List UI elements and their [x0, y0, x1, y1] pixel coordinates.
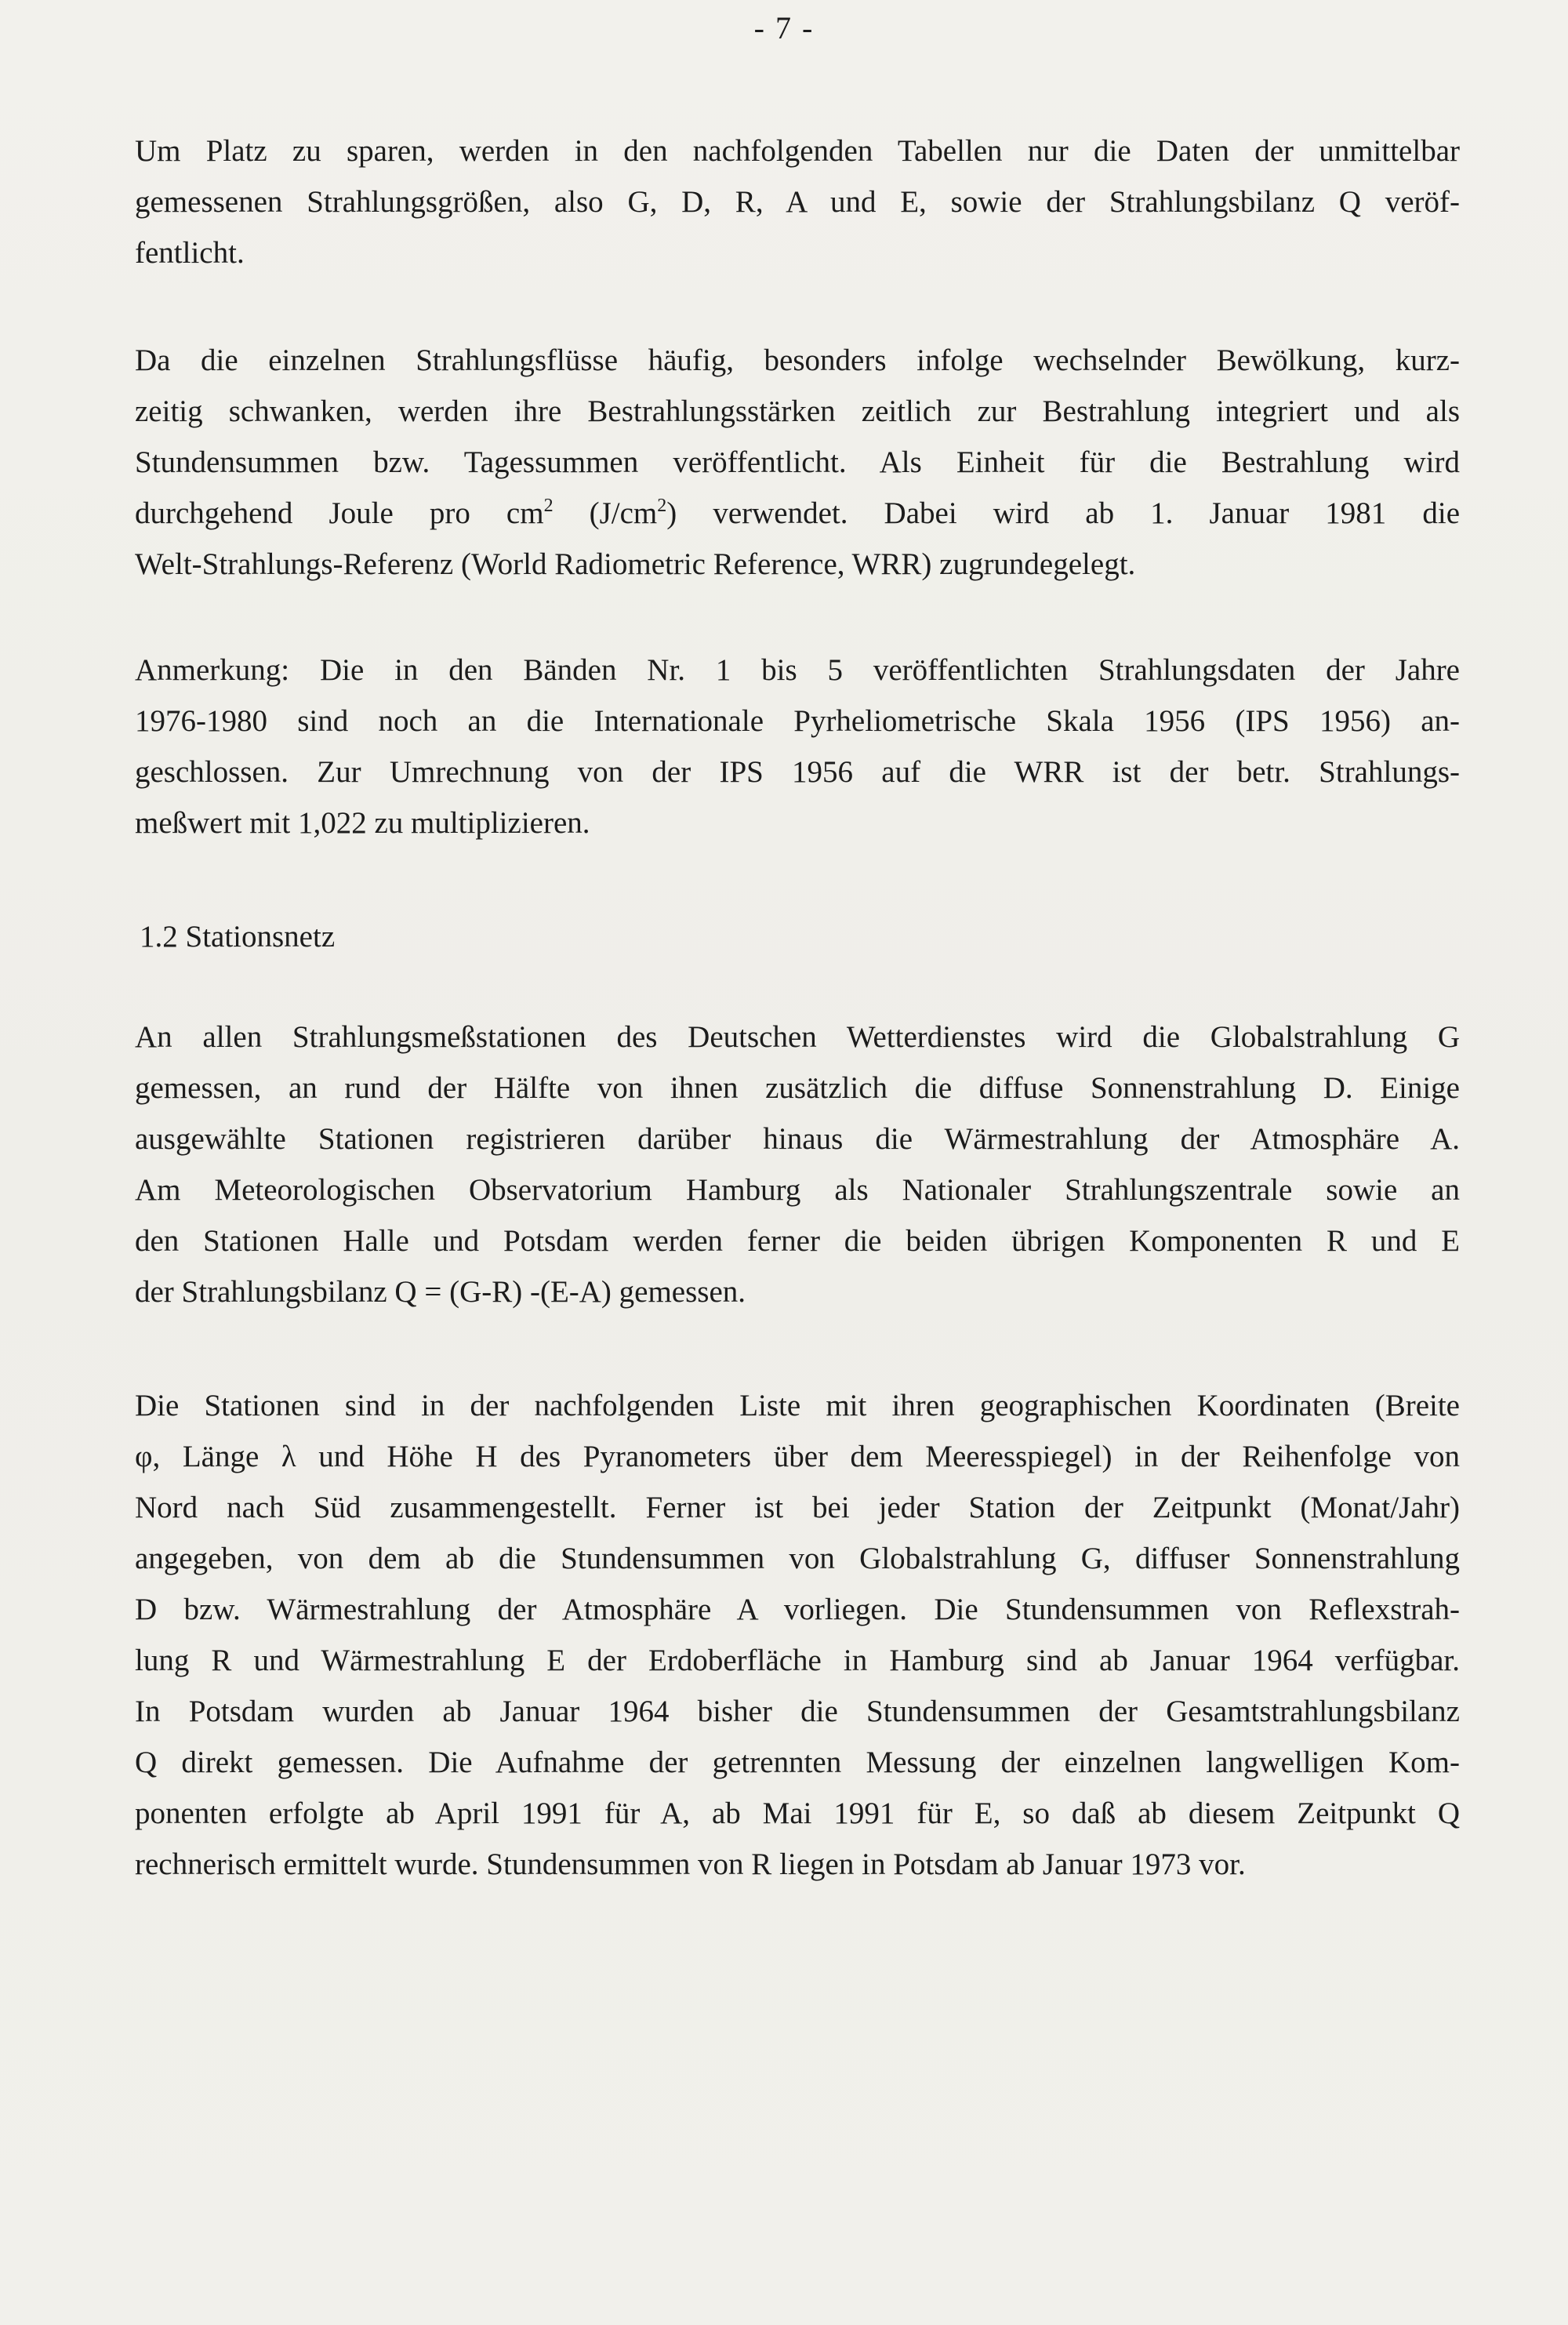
text-line: An allen Strahlungsmeßstationen des Deutschen Wetterdienstes wird die Globalstrahlung G: [135, 1020, 1460, 1054]
text-line: rechnerisch ermittelt wurde. Stundensummen von R liegen in Potsdam ab Januar 1973 vor.: [135, 1847, 1246, 1881]
section-heading: 1.2 Stationsnetz: [140, 920, 336, 954]
text-line: φ, Länge λ und Höhe H des Pyranometers über dem Meeresspiegel) in der Reihenfolge von: [135, 1440, 1460, 1473]
text-line: Q direkt gemessen. Die Aufnahme der getrennten Messung der einzelnen langwelligen Kom-: [135, 1746, 1460, 1779]
text-line: zeitig schwanken, werden ihre Bestrahlungsstärken zeitlich zur Bestrahlung integriert und als: [135, 394, 1460, 428]
text-line: Welt-Strahlungs-Referenz (World Radiometric Reference, WRR) zugrundegelegt.: [135, 547, 1136, 581]
text-line: Da die einzelnen Strahlungsflüsse häufig, besonders infolge wechselnder Bewölkung, kurz-: [135, 343, 1460, 377]
text-line-with-units: [135, 488, 1460, 539]
text-line: Am Meteorologischen Observatorium Hamburg als Nationaler Strahlungszentrale sowie an: [135, 1173, 1460, 1207]
paragraph-station-network: [135, 1012, 1460, 1317]
text-fragment: ) verwendet. Dabei wird ab 1. Januar 1981 die: [666, 496, 1461, 530]
text-line: ausgewählte Stationen registrieren darüber hinaus die Wärmestrahlung der Atmosphäre A.: [135, 1122, 1460, 1156]
text-line: Die Stationen sind in der nachfolgenden Liste mit ihren geographischen Koordinaten (Breite: [135, 1389, 1460, 1422]
text-fragment: (J/cm: [553, 496, 658, 530]
superscript: 2: [657, 496, 667, 516]
text-line: der Strahlungsbilanz Q = (G-R) -(E-A) gemessen.: [135, 1275, 746, 1309]
text-line: Um Platz zu sparen, werden in den nachfolgenden Tabellen nur die Daten der unmittelbar: [135, 134, 1460, 168]
text-line: D bzw. Wärmestrahlung der Atmosphäre A vorliegen. Die Stundensummen von Reflexstrah-: [135, 1593, 1460, 1626]
text-line: lung R und Wärmestrahlung E der Erdoberfläche in Hamburg sind ab Januar 1964 verfügbar.: [135, 1644, 1460, 1677]
text-line: fentlicht.: [135, 236, 245, 270]
text-line: geschlossen. Zur Umrechnung von der IPS 1956 auf die WRR ist der betr. Strahlungs-: [135, 755, 1460, 789]
text-line: gemessen, an rund der Hälfte von ihnen zusätzlich die diffuse Sonnenstrahlung D. Einige: [135, 1071, 1460, 1105]
paragraph-data-publication: [135, 125, 1460, 278]
text-line: angegeben, von dem ab die Stundensummen von Globalstrahlung G, diffuser Sonnenstrahlung: [135, 1542, 1460, 1575]
page-number: - 7 -: [753, 10, 815, 45]
text-line: ponenten erfolgte ab April 1991 für A, ab Mai 1991 für E, so daß ab diesem Zeitpunkt Q: [135, 1796, 1460, 1830]
text-fragment: durchgehend Joule pro cm: [135, 496, 544, 530]
text-line: Anmerkung: Die in den Bänden Nr. 1 bis 5 veröffentlichten Strahlungsdaten der Jahre: [135, 653, 1460, 687]
text-line: den Stationen Halle und Potsdam werden ferner die beiden übrigen Komponenten R und E: [135, 1224, 1460, 1258]
text-line: Stundensummen bzw. Tagessummen veröffentlicht. Als Einheit für die Bestrahlung wird: [135, 445, 1460, 479]
text-line: 1976-1980 sind noch an die Internationale Pyrheliometrische Skala 1956 (IPS 1956) an-: [135, 704, 1460, 738]
text-line: In Potsdam wurden ab Januar 1964 bisher die Stundensummen der Gesamtstrahlungsbilanz: [135, 1695, 1460, 1728]
text-line: meßwert mit 1,022 zu multiplizieren.: [135, 806, 590, 840]
superscript: 2: [543, 496, 554, 516]
text-line: gemessenen Strahlungsgrößen, also G, D, R, A und E, sowie der Strahlungsbilanz Q veröf-: [135, 185, 1460, 219]
paragraph-annotation: [135, 645, 1460, 848]
paragraph-radiation-units: [135, 335, 1460, 590]
paragraph-station-list: [135, 1380, 1460, 1890]
text-line: Nord nach Süd zusammengestellt. Ferner ist bei jeder Station der Zeitpunkt (Monat/Jahr): [135, 1491, 1460, 1524]
